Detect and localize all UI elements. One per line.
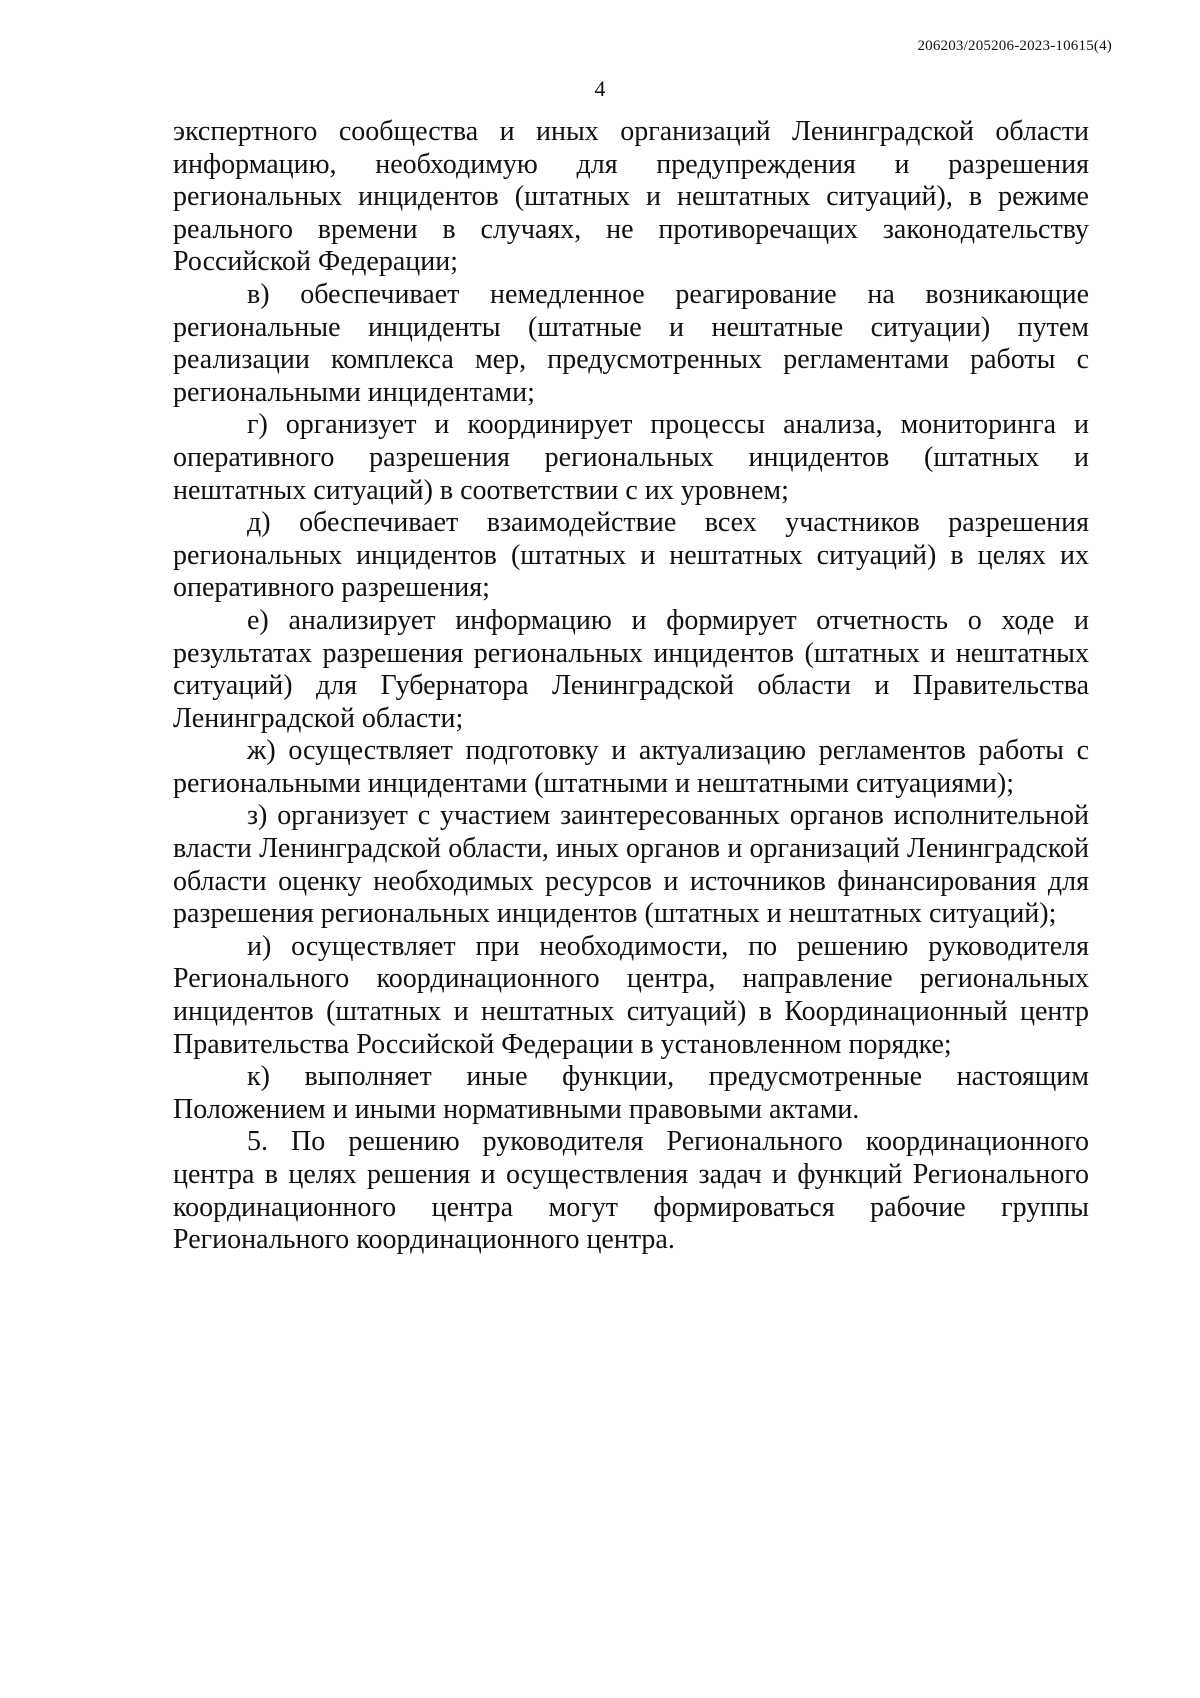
- page-number: 4: [594, 76, 606, 101]
- paragraph-item-g: г) организует и координирует процессы анализа, мониторинга и оперативного разрешения региональных инцидентов (штатных и нештатных ситуаций) в соответствии с их уровнем;: [173, 409, 1089, 506]
- paragraph-item-e: е) анализирует информацию и формирует отчетность о ходе и результатах разрешения региональных инцидентов (штатных и нештатных ситуаций) для Губернатора Ленинградской области и Правительства Ленинградской области;: [173, 604, 1089, 734]
- document-id: 206203/205206-2023-10615(4): [917, 38, 1112, 54]
- document-body: [173, 116, 1089, 1257]
- paragraph-section-5: 5. По решению руководителя Регионального координационного центра в целях решения и осуществления задач и функций Регионального координационного центра могут формироваться рабочие группы Регионального координационного центра.: [173, 1126, 1089, 1256]
- paragraph-item-d: д) обеспечивает взаимодействие всех участников разрешения региональных инцидентов (штатных и нештатных ситуаций) в целях их оперативного разрешения;: [173, 507, 1089, 604]
- paragraph-item-zh: ж) осуществляет подготовку и актуализацию регламентов работы с региональными инцидентами (штатными и нештатными ситуациями);: [173, 735, 1089, 799]
- paragraph-item-k: к) выполняет иные функции, предусмотренные настоящим Положением и иными нормативными правовыми актами.: [173, 1061, 1089, 1125]
- paragraph-item-z: з) организует с участием заинтересованных органов исполнительной власти Ленинградской области, иных органов и организаций Ленинградской области оценку необходимых ресурсов и источников финансирования для разрешения региональных инцидентов (штатных и нештатных ситуаций);: [173, 800, 1089, 930]
- paragraph-item-i: и) осуществляет при необходимости, по решению руководителя Регионального координационного центра, направление региональных инцидентов (штатных и нештатных ситуаций) в Координационный центр Правительства Российской Федерации в установленном порядке;: [173, 930, 1089, 1060]
- paragraph-continuation: экспертного сообщества и иных организаций Ленинградской области информацию, необходимую для предупреждения и разрешения региональных инцидентов (штатных и нештатных ситуаций), в режиме реального времени в случаях, не противоречащих законодательству Российской Федерации;: [173, 116, 1089, 278]
- paragraph-item-v: в) обеспечивает немедленное реагирование на возникающие региональные инциденты (штатные и нештатные ситуации) путем реализации комплекса мер, предусмотренных регламентами работы с региональными инцидентами;: [173, 278, 1089, 408]
